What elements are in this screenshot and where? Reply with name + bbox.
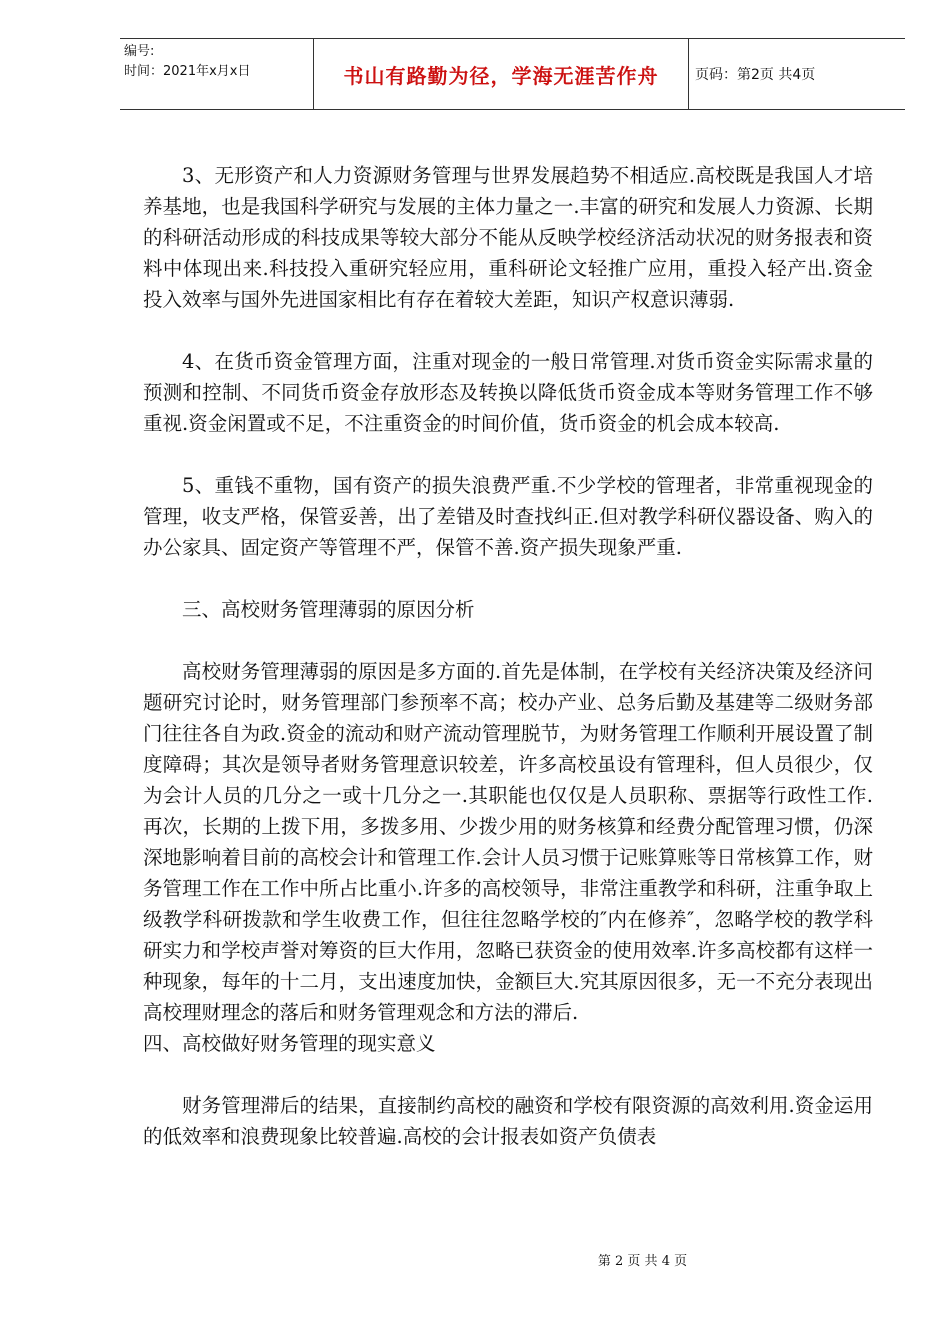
paragraph-5: 5、重钱不重物，国有资产的损失浪费严重.不少学校的管理者，非常重视现金的管理，收支严格，保管妥善，出了差错及时查找纠正.但对教学科研仪器设备、购入的办公家具、固定资产等管理不严，保管不善.资产损失现象严重. xyxy=(143,474,873,559)
number-label: 编号: xyxy=(124,44,155,59)
time-label: 时间：2021年x月x日 xyxy=(124,64,251,79)
paragraph-4: 4、在货币资金管理方面，注重对现金的一般日常管理.对货币资金实际需求量的预测和控制、不同货币资金存放形态及转换以降低货币资金成本等财务管理工作不够重视.资金闲置或不足，不注重资金的时间价值，货币资金的机会成本较高. xyxy=(143,350,873,435)
paragraph-significance: 财务管理滞后的结果，直接制约高校的融资和学校有限资源的高效利用.资金运用的低效率和浪费现象比较普遍.高校的会计报表如资产负债表 xyxy=(143,1094,873,1148)
header-motto: 书山有路勤为径，学海无涯苦作舟 xyxy=(314,39,689,109)
page-footer: 第 2 页 共 4 页 xyxy=(597,1254,688,1269)
header-meta xyxy=(120,39,314,109)
paragraph-3: 3、无形资产和人力资源财务管理与世界发展趋势不相适应.高校既是我国人才培养基地，也是我国科学研究与发展的主体力量之一.丰富的研究和发展人力资源、长期的科研活动形成的科技成果等较大部分不能从反映学校经济活动状况的财务报表和资料中体现出来.科技投入重研究轻应用，重科研论文轻推广应用，重投入轻产出.资金投入效率与国外先进国家相比有存在着较大差距，知识产权意识薄弱. xyxy=(143,164,873,311)
paragraph-analysis: 高校财务管理薄弱的原因是多方面的.首先是体制，在学校有关经济决策及经济问题研究讨论时，财务管理部门参预率不高；校办产业、总务后勤及基建等二级财务部门往往各自为政.资金的流动和财产流动管理脱节，为财务管理工作顺利开展设置了制度障碍；其次是领导者财务管理意识较差，许多高校虽设有管理科，但人员很少，仅为会计人员的几分之一或十几分之一.其职能也仅仅是人员职称、票据等行政性工作.再次，长期的上拨下用，多拨多用、少拨少用的财务核算和经费分配管理习惯，仍深深地影响着目前的高校会计和管理工作.会计人员习惯于记账算账等日常核算工作，财务管理工作在工作中所占比重小.许多的高校领导，非常注重教学和科研，注重争取上级教学科研拨款和学生收费工作，但往往忽略学校的″内在修养″，忽略学校的教学科研实力和学校声誉对筹资的巨大作用，忽略已获资金的使用效率.许多高校都有这样一种现象，每年的十二月，支出速度加快，金额巨大.究其原因很多，无一不充分表现出高校理财理念的落后和财务管理观念和方法的滞后. xyxy=(143,660,873,1024)
header-page-info: 页码：第2页 共4页 xyxy=(695,67,816,83)
section-heading-4: 四、高校做好财务管理的现实意义 xyxy=(143,1032,436,1055)
document-body xyxy=(143,160,873,1152)
section-heading-3: 三、高校财务管理薄弱的原因分析 xyxy=(182,598,475,621)
page-header xyxy=(120,38,905,110)
